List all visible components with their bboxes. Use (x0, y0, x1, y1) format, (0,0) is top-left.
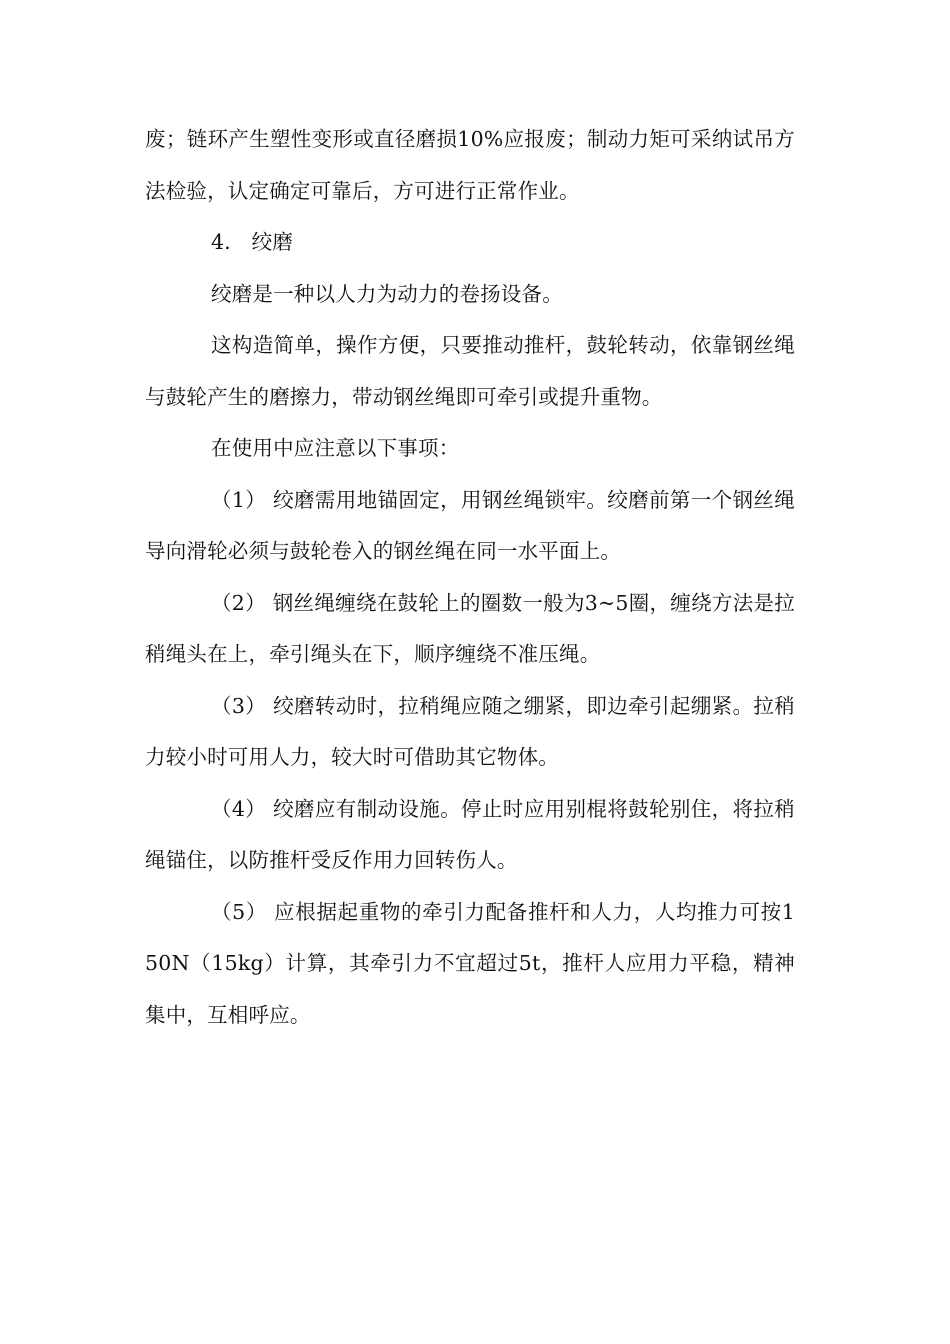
document-body (145, 114, 795, 1041)
list-item-1: （1） 绞磨需用地锚固定，用钢丝绳锁牢。绞磨前第一个钢丝绳导向滑轮必须与鼓轮卷入的钢丝绳在同一水平面上。 (145, 487, 795, 563)
list-item-3: （3） 绞磨转动时，拉稍绳应随之绷紧，即边牵引起绷紧。拉稍力较小时可用人力，较大时可借助其它物体。 (145, 693, 795, 769)
section-heading-winch: 4． 绞磨 (211, 230, 294, 254)
list-item-4: （4） 绞磨应有制动设施。停止时应用别棍将鼓轮别住，将拉稍绳锚住，以防推杆受反作用力回转伤人。 (145, 796, 795, 872)
paragraph-continuation: 废；链环产生塑性变形或直径磨损10%应报废；制动力矩可采纳试吊方法检验，认定确定可靠后，方可进行正常作业。 (145, 127, 795, 203)
list-item-5: （5） 应根据起重物的牵引力配备推杆和人力，人均推力可按150N（15kg）计算，其牵引力不宜超过5t，推杆人应用力平稳，精神集中，互相呼应。 (145, 899, 795, 1027)
list-item-2: （2） 钢丝绳缠绕在鼓轮上的圈数一般为3~5圈，缠绕方法是拉稍绳头在上，牵引绳头在下，顺序缠绕不准压绳。 (145, 590, 795, 666)
paragraph-definition: 绞磨是一种以人力为动力的卷扬设备。 (211, 281, 563, 306)
paragraph-notice-intro: 在使用中应注意以下事项： (211, 436, 460, 460)
paragraph-structure: 这构造简单，操作方便，只要推动推杆，鼓轮转动，依靠钢丝绳与鼓轮产生的磨擦力，带动钢丝绳即可牵引或提升重物。 (145, 333, 795, 409)
